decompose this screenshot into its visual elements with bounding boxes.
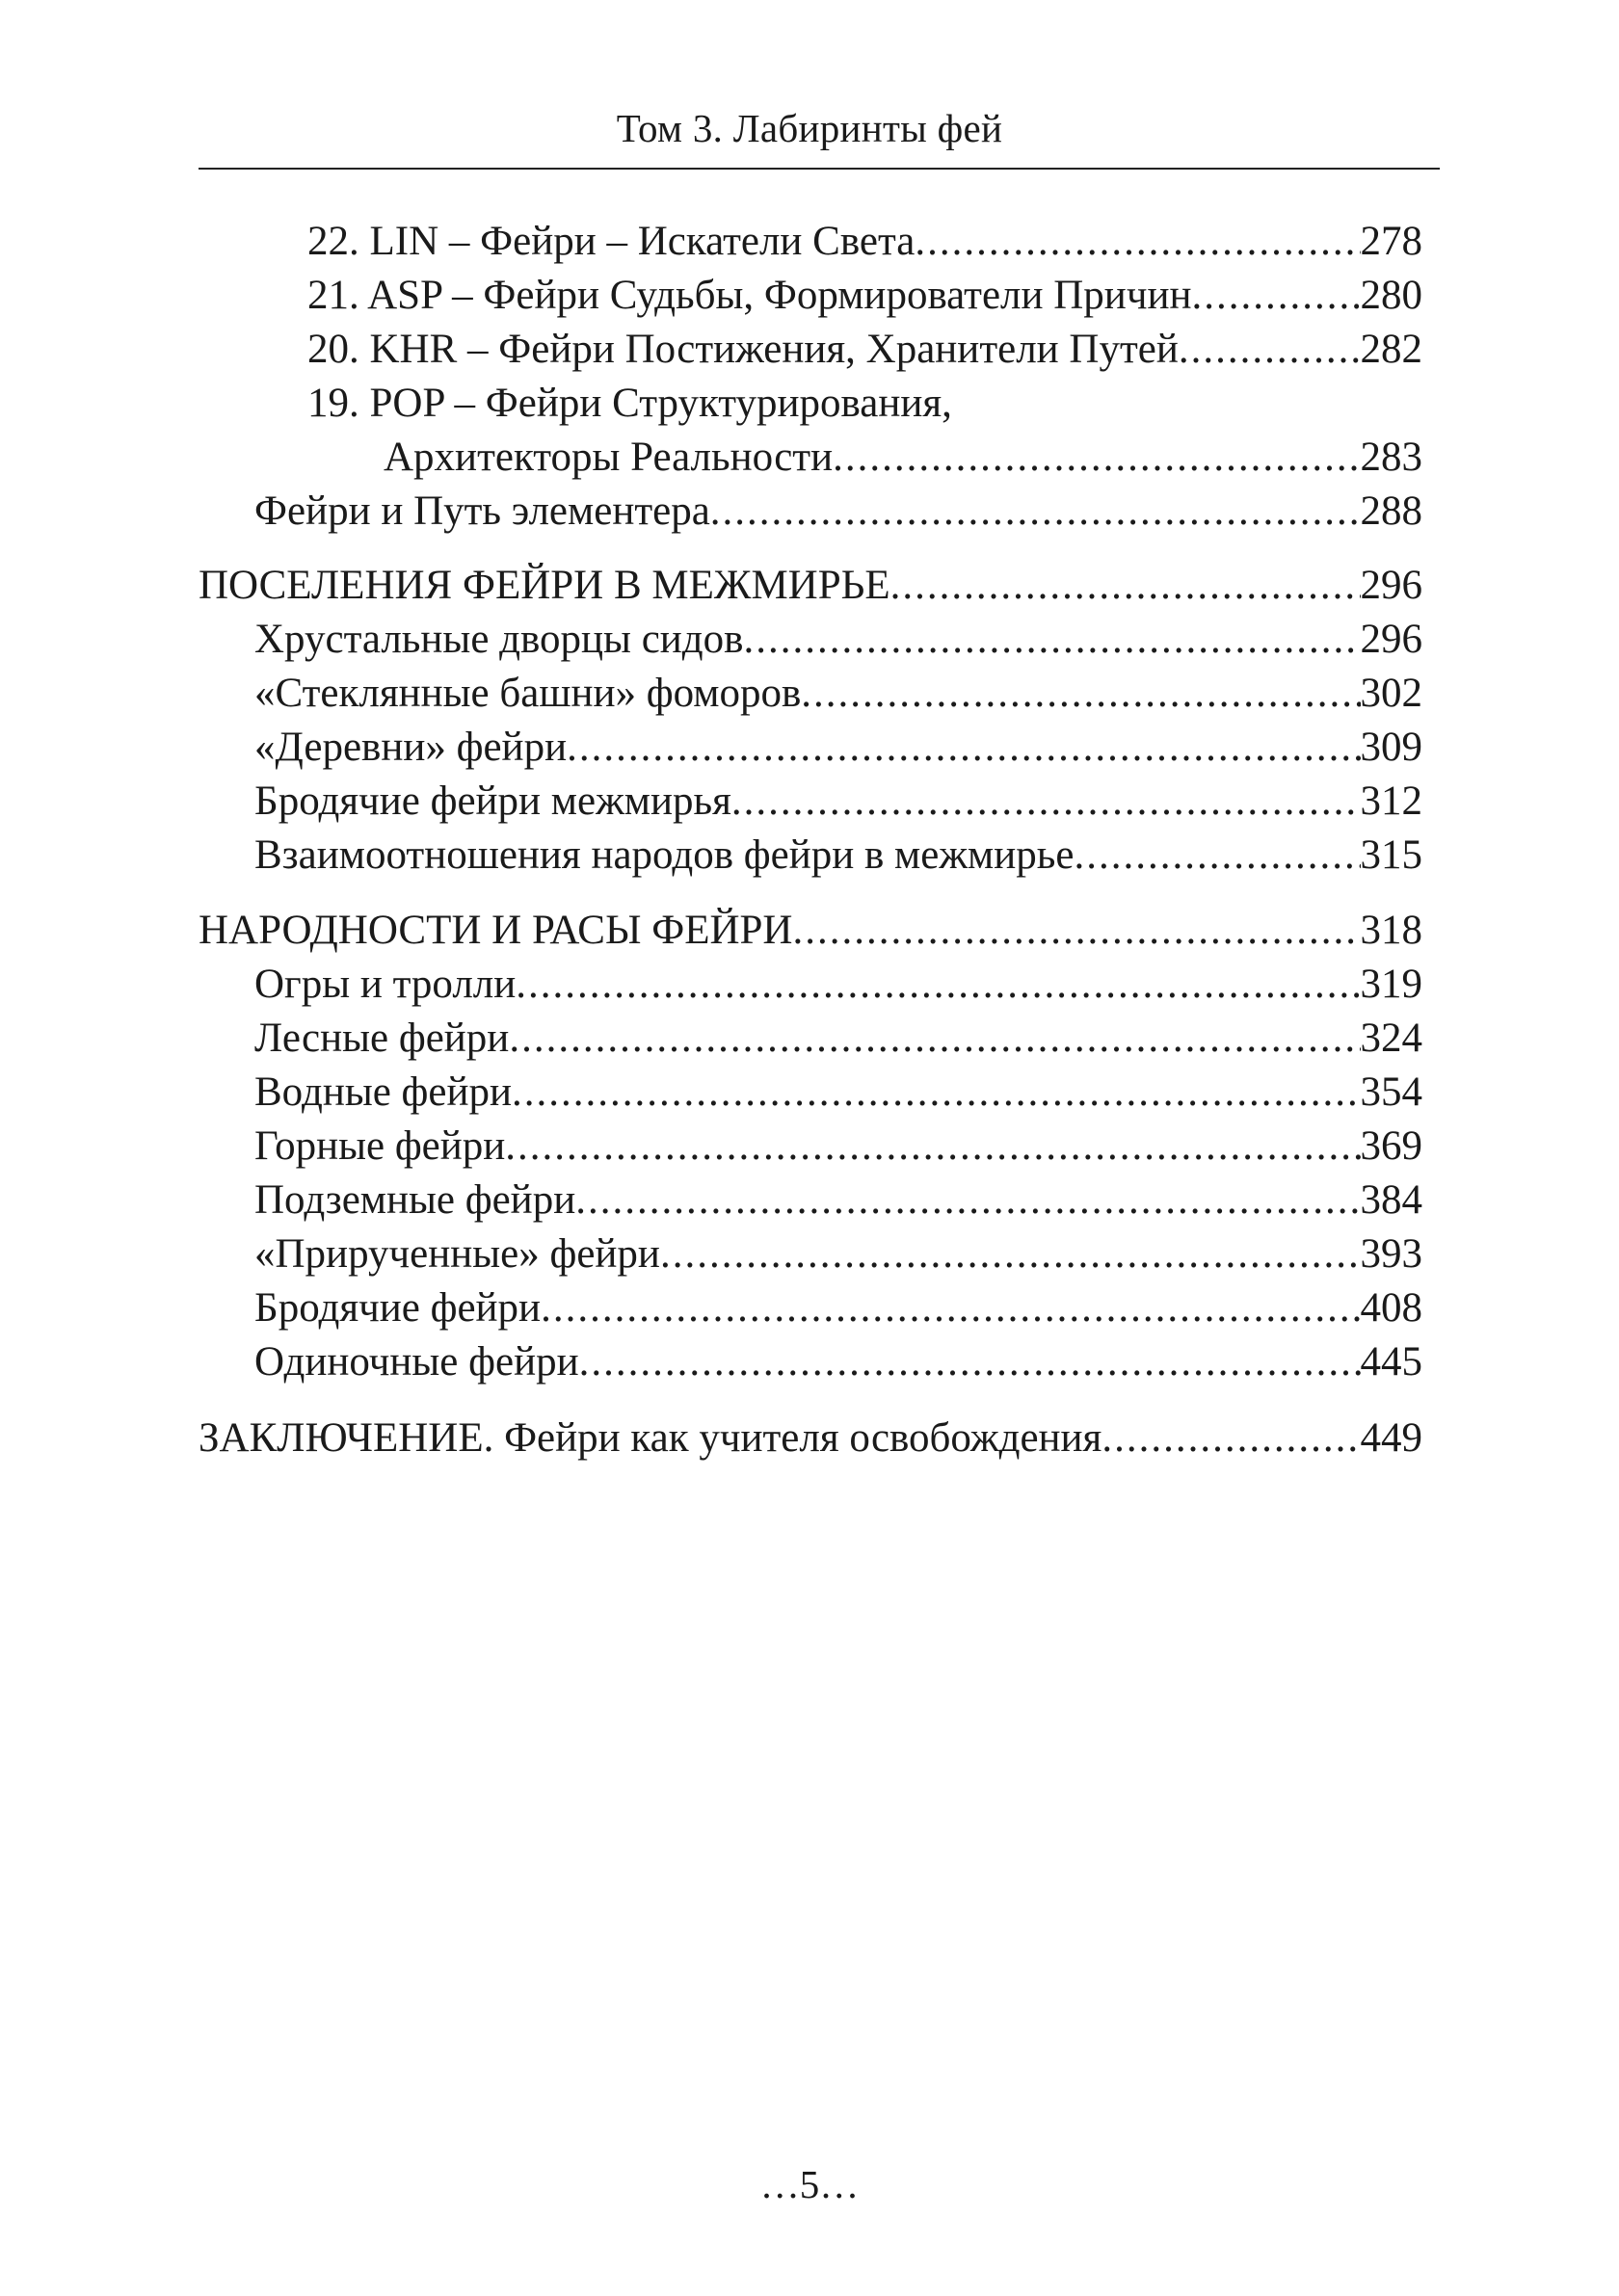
dot-leader	[1191, 269, 1360, 323]
dot-leader	[516, 958, 1360, 1012]
toc-entry[interactable]	[199, 613, 1422, 667]
toc-entry-title: Одиночные фейри	[254, 1339, 579, 1385]
dot-leader	[743, 613, 1360, 667]
toc-entry-title: Бродячие фейри	[254, 1285, 542, 1331]
toc-entry-page: 312	[1360, 779, 1422, 824]
dot-leader	[731, 775, 1361, 829]
dot-leader	[833, 431, 1360, 485]
toc-entry-title: Водные фейри	[254, 1069, 513, 1115]
dot-leader	[1101, 1412, 1360, 1465]
toc-entry-first-line[interactable]	[199, 377, 1422, 431]
toc-entry-title: «Стеклянные башни» фоморов	[254, 671, 802, 716]
toc-entry-page: 280	[1360, 273, 1422, 318]
dot-leader	[890, 559, 1361, 613]
dot-leader	[915, 215, 1360, 269]
dot-leader	[505, 1120, 1360, 1174]
toc-entry-page: 354	[1360, 1069, 1422, 1115]
toc-entry-title: Архитекторы Реальности	[384, 435, 834, 480]
toc-entry[interactable]	[199, 1335, 1422, 1389]
toc-entry-page: 282	[1360, 327, 1422, 372]
dot-leader	[793, 904, 1361, 958]
toc-entry-title: 20. KHR – Фейри Постижения, Хранители Путей	[307, 327, 1179, 372]
toc-entry-title: Горные фейри	[254, 1123, 506, 1169]
toc-entry-title: «Деревни» фейри	[254, 725, 568, 770]
toc-entry[interactable]	[199, 667, 1422, 721]
toc-entry-title: Взаимоотношения народов фейри в межмирье	[254, 832, 1075, 878]
toc-entry-title: 21. ASP – Фейри Судьбы, Формирователи Причин	[307, 273, 1192, 318]
toc-entry-page: 283	[1360, 435, 1422, 480]
dot-leader	[1074, 829, 1360, 883]
toc-entry-page: 318	[1360, 908, 1422, 953]
dot-leader	[541, 1281, 1360, 1335]
dot-leader	[801, 667, 1360, 721]
toc-section-heading[interactable]	[199, 1412, 1422, 1465]
toc-entry-page: 445	[1360, 1339, 1422, 1385]
toc-entry-page: 278	[1360, 219, 1422, 264]
toc-entry-page: 296	[1360, 563, 1422, 608]
dot-leader	[512, 1066, 1360, 1120]
toc-entry-title: «Прирученные» фейри	[254, 1231, 660, 1277]
toc-entry-page: 384	[1360, 1177, 1422, 1223]
toc-entry-page: 319	[1360, 962, 1422, 1007]
toc-entry-title: Огры и тролли	[254, 962, 517, 1007]
toc-entry-page: 288	[1360, 488, 1422, 534]
toc-entry-page: 302	[1360, 671, 1422, 716]
toc-entry-title: Фейри и Путь элементера	[254, 488, 710, 534]
toc-entry-page: 369	[1360, 1123, 1422, 1169]
page-number: …5…	[759, 2162, 860, 2206]
toc-entry-page: 315	[1360, 832, 1422, 878]
toc-entry-title: Лесные фейри	[254, 1016, 510, 1061]
toc-entry-title: 19. POP – Фейри Структурирования,	[307, 381, 952, 426]
running-head: Том 3. Лабиринты фей	[616, 106, 1003, 150]
dot-leader	[660, 1227, 1361, 1281]
toc-entry[interactable]	[199, 215, 1422, 269]
dot-leader	[509, 1012, 1360, 1066]
toc-entry[interactable]	[199, 269, 1422, 323]
toc-entry-continuation[interactable]	[199, 431, 1422, 485]
toc-entry-page: 309	[1360, 725, 1422, 770]
toc-entry-title: Подземные фейри	[254, 1177, 576, 1223]
toc-entry-page: 449	[1360, 1415, 1422, 1461]
toc-entry[interactable]	[199, 958, 1422, 1012]
toc-section-title: ПОСЕЛЕНИЯ ФЕЙРИ В МЕЖМИРЬЕ	[199, 563, 890, 608]
dot-leader	[579, 1335, 1361, 1389]
toc-section-title: ЗАКЛЮЧЕНИЕ. Фейри как учителя освобождения	[199, 1415, 1102, 1461]
toc-section-title: НАРОДНОСТИ И РАСЫ ФЕЙРИ	[199, 908, 793, 953]
toc-entry[interactable]	[199, 1012, 1422, 1066]
toc-entry[interactable]	[199, 1120, 1422, 1174]
toc-entry-page: 408	[1360, 1285, 1422, 1331]
toc-entry[interactable]	[199, 1227, 1422, 1281]
dot-leader	[567, 721, 1360, 775]
dot-leader	[1179, 323, 1361, 377]
toc-entry[interactable]	[199, 829, 1422, 883]
toc-section-heading[interactable]	[199, 559, 1422, 613]
toc-entry-page: 393	[1360, 1231, 1422, 1277]
table-of-contents	[199, 0, 1422, 1542]
dot-leader	[710, 485, 1361, 539]
toc-entry[interactable]	[199, 485, 1422, 539]
toc-entry[interactable]	[199, 1066, 1422, 1120]
toc-entry-page: 324	[1360, 1016, 1422, 1061]
toc-entry[interactable]	[199, 775, 1422, 829]
toc-entry-page: 296	[1360, 617, 1422, 662]
toc-entry[interactable]	[199, 721, 1422, 775]
toc-section-heading[interactable]	[199, 904, 1422, 958]
toc-entry[interactable]	[199, 1174, 1422, 1227]
toc-entry[interactable]	[199, 323, 1422, 377]
toc-entry-title: Бродячие фейри межмирья	[254, 779, 731, 824]
dot-leader	[575, 1174, 1360, 1227]
toc-entry-title: Хрустальные дворцы сидов	[254, 617, 744, 662]
toc-entry[interactable]	[199, 1281, 1422, 1335]
toc-entry-title: 22. LIN – Фейри – Искатели Света	[307, 219, 916, 264]
